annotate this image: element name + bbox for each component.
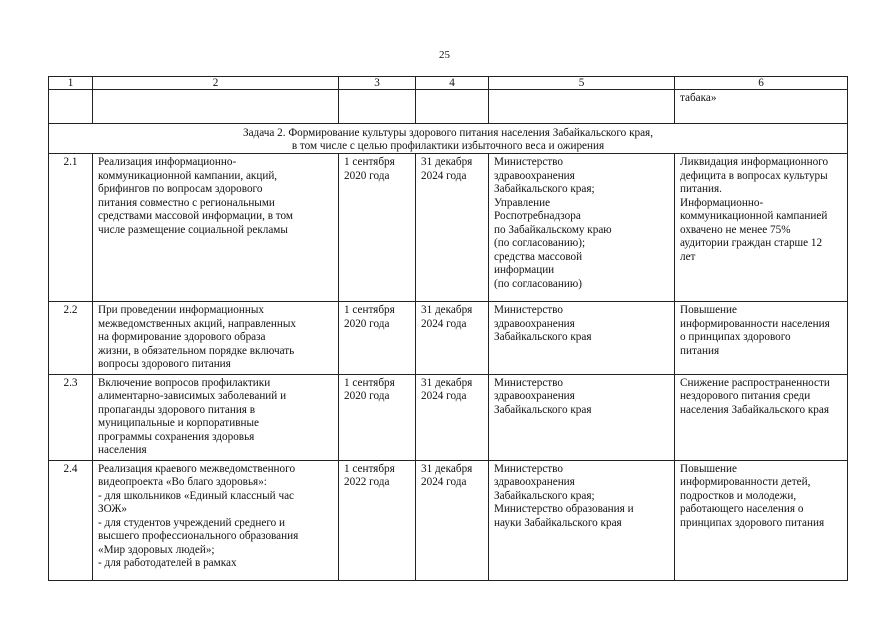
table-row (49, 302, 848, 375)
table-cell: табака» (675, 90, 848, 124)
executors-text: Министерство здравоохранения Забайкальского края (494, 304, 592, 343)
activity-cell (93, 154, 339, 302)
end-date: 31 декабря 2024 года (421, 304, 473, 330)
start-date-cell (339, 374, 416, 460)
row-number: 2.1 (49, 154, 93, 302)
table-cell (416, 90, 489, 124)
continuation-row (49, 90, 848, 124)
column-number: 3 (339, 77, 416, 90)
end-date-cell (416, 154, 489, 302)
table-row (49, 374, 848, 460)
start-date: 1 сентября 2020 года (344, 304, 395, 330)
activity-cell (93, 302, 339, 375)
task-heading-line: в том числе с целью профилактики избыточного веса и ожирения (291, 140, 605, 152)
start-date: 1 сентября 2022 года (344, 462, 395, 488)
activity-text: При проведении информационных межведомственных акций, направленных на формирование здорового образа жизни, в обязательном порядке включать вопросы здорового питания (98, 304, 296, 370)
end-date: 31 декабря 2024 года (421, 376, 473, 402)
result-text: Ликвидация информационного дефицита в вопросах культуры питания. Информационно- коммуникационной кампанией охвачено не менее 75% аудитории граждан старше 12 лет (680, 156, 829, 263)
result-cell (675, 154, 848, 302)
table-row (49, 460, 848, 580)
executors-cell (489, 154, 675, 302)
column-number: 2 (93, 77, 339, 90)
activity-cell (93, 374, 339, 460)
column-number: 6 (675, 77, 848, 90)
end-date-cell (416, 374, 489, 460)
table-cell (489, 90, 675, 124)
executors-text: Министерство здравоохранения Забайкальского края (494, 376, 592, 416)
table-cell (49, 90, 93, 124)
start-date-cell (339, 302, 416, 375)
row-number: 2.4 (49, 460, 93, 580)
activity-text: Включение вопросов профилактики алиментарно-зависимых заболеваний и пропаганды здорового питания в муниципальные и корпоративные программы сохранения здоровья населения (98, 376, 287, 456)
executors-text: Министерство здравоохранения Забайкальского края; Управление Роспотребнадзора по Забайкальскому краю (по согласованию); средства массовой информации (по согласованию) (494, 156, 612, 290)
executors-cell (489, 302, 675, 375)
task-heading-line: Задача 2. Формирование культуры здорового питания населения Забайкальского края, (242, 127, 654, 139)
table-cell (93, 90, 339, 124)
start-date-cell (339, 460, 416, 580)
column-number: 4 (416, 77, 489, 90)
task-heading (49, 124, 848, 154)
column-number: 5 (489, 77, 675, 90)
column-number: 1 (49, 77, 93, 90)
start-date: 1 сентября 2020 года (344, 376, 395, 402)
start-date: 1 сентября 2020 года (344, 156, 395, 182)
table-row (49, 154, 848, 302)
row-number: 2.2 (49, 302, 93, 375)
page-number: 25 (439, 49, 450, 61)
start-date-cell (339, 154, 416, 302)
row-number: 2.3 (49, 374, 93, 460)
executors-cell (489, 460, 675, 580)
task-heading-row (49, 124, 848, 154)
result-text: Повышение информированности детей, подростков и молодежи, работающего населения о принципах здорового питания (680, 462, 825, 529)
result-cell (675, 374, 848, 460)
executors-text: Министерство здравоохранения Забайкальского края; Министерство образования и науки Забайкальского края (494, 462, 634, 529)
activity-text: Реализация информационно- коммуникационной кампании, акций, брифингов по вопросам здорового питания совместно с региональными средствами массовой информации, в том числе размещение социальной рекламы (98, 156, 294, 236)
result-cell (675, 302, 848, 375)
action-plan-table (48, 76, 848, 581)
activity-text: Реализация краевого межведомственного видеопроекта «Во благо здоровья»: - для школьников «Единый классный час ЗОЖ» - для студентов учреждений среднего и высшего профессионального образования «Мир здоровых людей»; - для работодателей в рамках (98, 462, 299, 569)
end-date: 31 декабря 2024 года (421, 156, 473, 182)
result-cell (675, 460, 848, 580)
executors-cell (489, 374, 675, 460)
column-number-row (49, 77, 848, 90)
table-cell (339, 90, 416, 124)
activity-cell (93, 460, 339, 580)
end-date-cell (416, 460, 489, 580)
end-date: 31 декабря 2024 года (421, 462, 473, 488)
result-text: Снижение распространенности нездорового питания среди населения Забайкальского края (680, 376, 830, 416)
result-text: Повышение информированности населения о принципах здорового питания (680, 304, 830, 357)
end-date-cell (416, 302, 489, 375)
